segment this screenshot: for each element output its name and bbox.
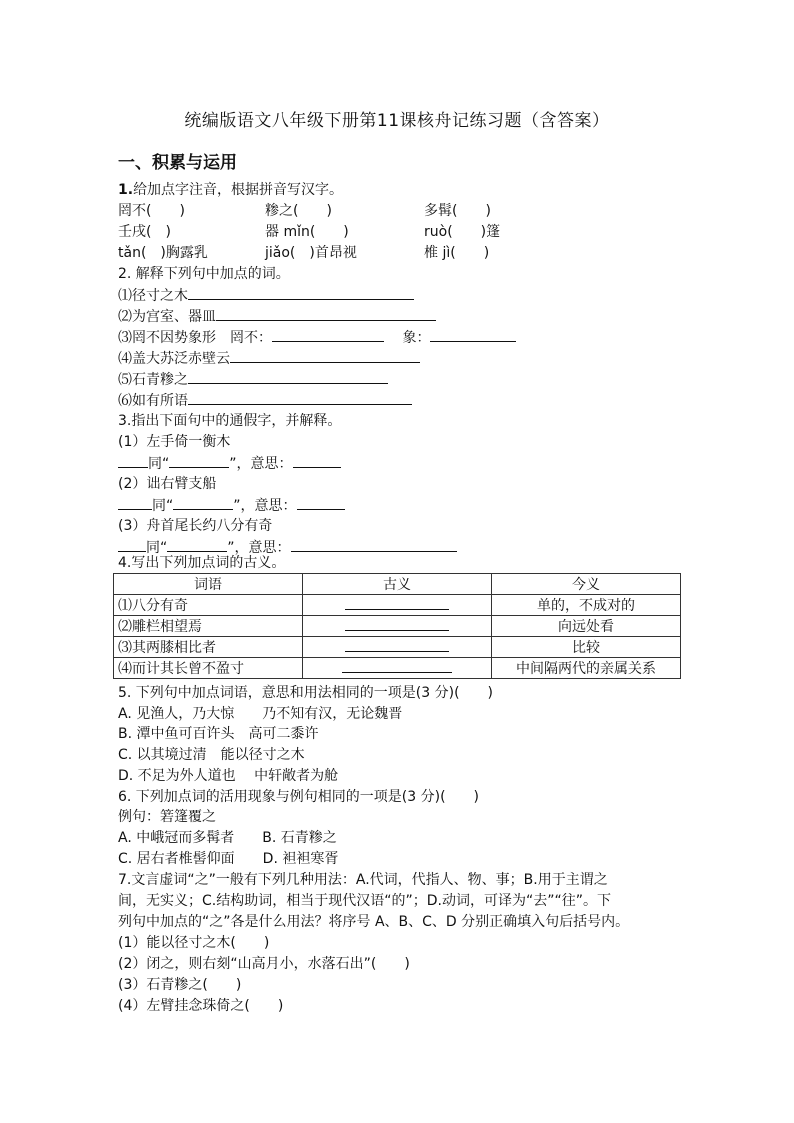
ancient-meaning-cell[interactable] xyxy=(303,595,492,616)
q3-answer-line: 同“ ”，意思： xyxy=(118,495,345,515)
q6-option[interactable]: C. 居右者椎髻仰面 D. 袒袒寒胥 xyxy=(118,851,339,867)
pinyin-item: 椎 jì( ) xyxy=(424,245,490,261)
q5-stem: 5. 下列句中加点词语，意思和用法相同的一项是(3 分)( ) xyxy=(118,685,494,701)
answer-blank[interactable] xyxy=(230,348,420,363)
answer-blank[interactable] xyxy=(293,453,341,468)
pinyin-item: 糁之( ) xyxy=(265,203,332,219)
answer-blank[interactable] xyxy=(342,659,452,673)
q4-stem: 4.写出下列加点词的古义。 xyxy=(118,555,286,571)
answer-blank[interactable] xyxy=(188,369,388,384)
answer-blank[interactable] xyxy=(345,638,449,652)
q5-option[interactable]: C. 以其境过清 能以径寸之木 xyxy=(118,747,305,763)
pinyin-item: ruò( )篷 xyxy=(424,224,501,240)
q3-item: (1）左手倚一衡木 xyxy=(118,434,231,450)
q7-text: 7.文言虚词“之”一般有下列几种用法：A.代词，代指人、物、事；B.用于主谓之 xyxy=(118,872,608,888)
answer-blank[interactable] xyxy=(291,537,457,552)
q2-item: ⑷盖大苏泛赤壁云 xyxy=(118,348,420,368)
q2-item: ⑹如有所语 xyxy=(118,390,412,410)
answer-blank[interactable] xyxy=(118,537,146,552)
table-row xyxy=(114,658,681,679)
pinyin-item: tǎn( )胸露乳 xyxy=(118,245,208,261)
answer-blank[interactable] xyxy=(430,327,516,342)
pinyin-item: jiǎo( )首昂视 xyxy=(265,245,357,261)
modern-meaning-cell: 单的，不成对的 xyxy=(492,595,681,616)
q5-option[interactable]: A. 见渔人，乃大惊 乃不知有汉，无论魏晋 xyxy=(118,706,403,722)
answer-blank[interactable] xyxy=(167,537,227,552)
answer-blank[interactable] xyxy=(188,390,412,405)
q2-item: ⑵为宫室、器皿 xyxy=(118,306,436,326)
q6-stem: 6. 下列加点词的活用现象与例句相同的一项是(3 分)( ) xyxy=(118,789,480,805)
q1-stem: 1.给加点字注音，根据拼音写汉字。 xyxy=(118,182,344,198)
q5-option[interactable]: D. 不足为外人道也 中轩敞者为舱 xyxy=(118,768,339,784)
word-cell: ⑴八分有奇 xyxy=(114,595,303,616)
q5-option[interactable]: B. 潭中鱼可百许头 高可二黍许 xyxy=(118,726,319,742)
word-cell: ⑷而计其长曾不盈寸 xyxy=(114,658,303,679)
q7-item: (2）闭之，则右刻“山高月小，水落石出”( ) xyxy=(118,956,410,972)
q3-stem: 3.指出下面句中的通假字，并解释。 xyxy=(118,413,342,429)
q7-item: (3）石青糁之( ) xyxy=(118,977,242,993)
q7-text: 间，无实义；C.结构助词，相当于现代汉语“的”；D.动词，可译为“去”“往”。下 xyxy=(118,893,611,909)
q7-item: (1）能以径寸之木( ) xyxy=(118,935,270,951)
pinyin-item: 器 mǐn( ) xyxy=(265,224,349,240)
q2-item: ⑴径寸之木 xyxy=(118,285,414,305)
ancient-meaning-cell[interactable] xyxy=(303,616,492,637)
col-header: 今义 xyxy=(492,574,681,595)
page-title: 统编版语文八年级下册第11课核舟记练习题（含答案） xyxy=(184,111,610,131)
table-row xyxy=(114,595,681,616)
answer-blank[interactable] xyxy=(118,495,152,510)
answer-blank[interactable] xyxy=(297,495,345,510)
answer-blank[interactable] xyxy=(188,285,414,300)
word-cell: ⑵雕栏相望焉 xyxy=(114,616,303,637)
q2-item: ⑸石青糁之 xyxy=(118,369,388,389)
col-header: 词语 xyxy=(114,574,303,595)
modern-meaning-cell: 中间隔两代的亲属关系 xyxy=(492,658,681,679)
pinyin-item: 多髯( ) xyxy=(424,203,491,219)
q3-item: (3）舟首尾长约八分有奇 xyxy=(118,518,273,534)
q2-item: ⑶罔不因势象形 罔不： 象： xyxy=(118,327,516,347)
vocab-table xyxy=(113,573,681,679)
q3-item: (2）诎右臂支船 xyxy=(118,476,217,492)
q7-item: (4）左臂挂念珠倚之( ) xyxy=(118,998,284,1014)
modern-meaning-cell: 比较 xyxy=(492,637,681,658)
ancient-meaning-cell[interactable] xyxy=(303,637,492,658)
q7-text: 列句中加点的“之”各是什么用法？将序号 A、B、C、D 分别正确填入句后括号内。 xyxy=(118,914,630,930)
modern-meaning-cell: 向远处看 xyxy=(492,616,681,637)
pinyin-item: 罔不( ) xyxy=(118,203,185,219)
answer-blank[interactable] xyxy=(169,453,229,468)
table-header-row xyxy=(114,574,681,595)
pinyin-item: 壬戌( ) xyxy=(118,224,171,240)
answer-blank[interactable] xyxy=(345,617,449,631)
answer-blank[interactable] xyxy=(345,596,449,610)
answer-blank[interactable] xyxy=(173,495,233,510)
section-heading: 一、积累与运用 xyxy=(118,153,237,173)
q3-answer-line: 同“ ”，意思： xyxy=(118,453,341,473)
answer-blank[interactable] xyxy=(272,327,384,342)
table-row xyxy=(114,637,681,658)
q6-example: 例句：箬篷覆之 xyxy=(118,809,216,825)
col-header: 古义 xyxy=(303,574,492,595)
table-row xyxy=(114,616,681,637)
ancient-meaning-cell[interactable] xyxy=(303,658,492,679)
word-cell: ⑶其两膝相比者 xyxy=(114,637,303,658)
answer-blank[interactable] xyxy=(216,306,436,321)
q2-stem: 2. 解释下列句中加点的词。 xyxy=(118,266,290,282)
q3-answer-line: 同“ ”，意思： xyxy=(118,537,457,557)
answer-blank[interactable] xyxy=(118,453,148,468)
q6-option[interactable]: A. 中峨冠而多髯者 B. 石青糁之 xyxy=(118,830,337,846)
